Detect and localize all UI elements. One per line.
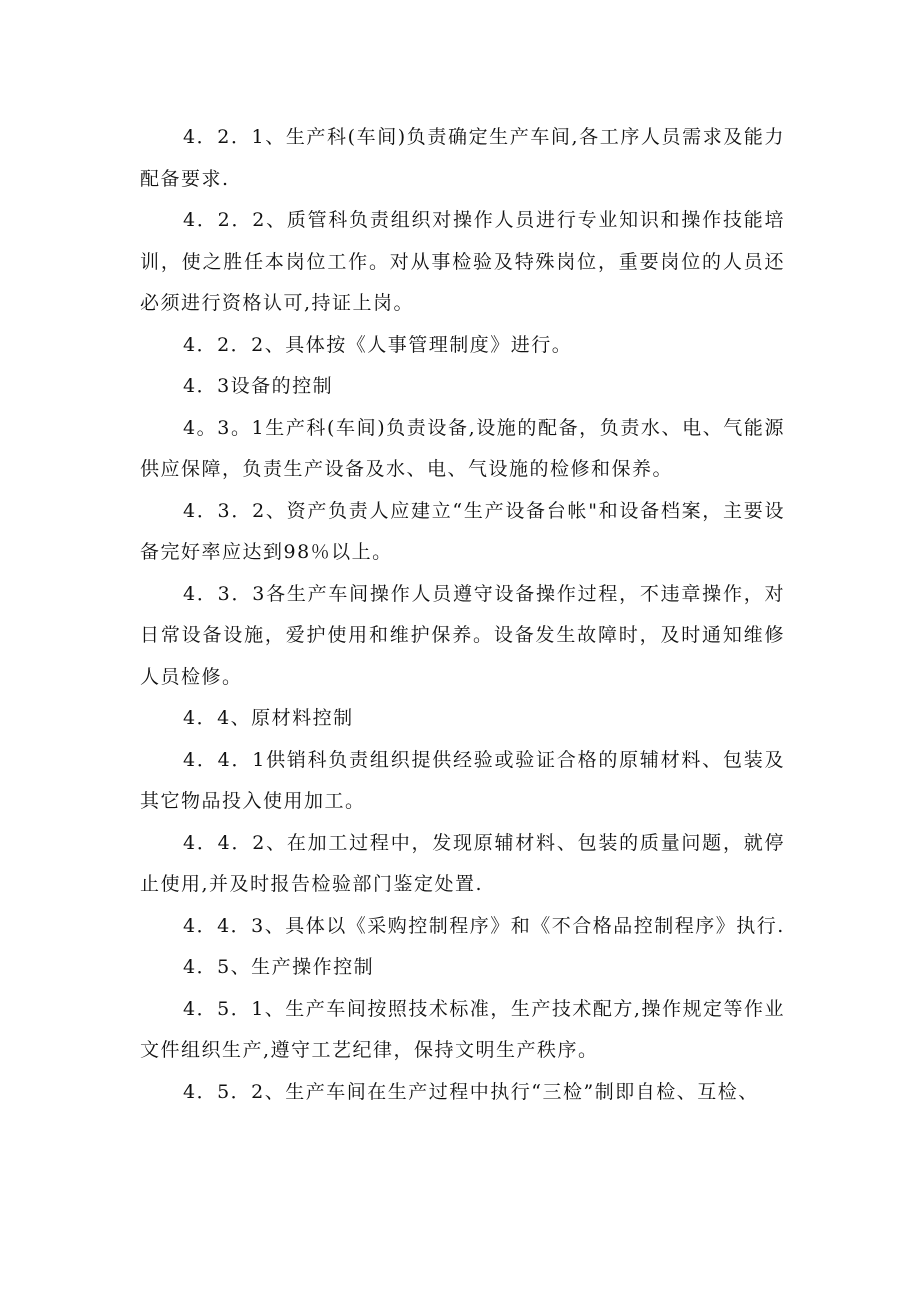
paragraph-4-4-2: 4．4．2、在加工过程中，发现原辅材料、包装的质量问题，就停止使用,并及时报告检验部门鉴定处置. — [140, 831, 785, 895]
paragraph-4-2-2-personnel-system: 4．2．2、具体按《人事管理制度》进行。 — [183, 333, 573, 356]
paragraph-4-5-2: 4．5．2、生产车间在生产过程中执行“三检”制即自检、互检、 — [183, 1080, 759, 1103]
document-body — [140, 117, 785, 1113]
paragraph-4-2-1: 4．2．1、生产科(车间)负责确定生产车间,各工序人员需求及能力配备要求. — [140, 126, 785, 190]
section-heading-4-5: 4．5、生产操作控制 — [183, 956, 375, 978]
paragraph-4-3-2: 4．3．2、资产负责人应建立“生产设备台帐"和设备档案，主要设备完好率应达到98％以上。 — [140, 499, 785, 563]
paragraph-4-4-1: 4．4．1供销科负责组织提供经验或验证合格的原辅材料、包装及其它物品投入使用加工。 — [140, 748, 785, 812]
paragraph-4-4-3: 4．4．3、具体以《采购控制程序》和《不合格品控制程序》执行. — [183, 914, 785, 937]
paragraph-4-3-3: 4．3．3各生产车间操作人员遵守设备操作过程，不违章操作，对日常设备设施，爱护使用和维护保养。设备发生故障时，及时通知维修人员检修。 — [140, 582, 785, 688]
paragraph-4-5-1: 4．5．1、生产车间按照技术标准，生产技术配方,操作规定等作业文件组织生产,遵守工艺纪律，保持文明生产秩序。 — [140, 997, 785, 1061]
paragraph-4-2-2-training: 4．2．2、质管科负责组织对操作人员进行专业知识和操作技能培训，使之胜任本岗位工作。对从事检验及特殊岗位，重要岗位的人员还必须进行资格认可,持证上岗。 — [140, 209, 785, 314]
section-heading-4-4: 4．4、原材料控制 — [183, 707, 354, 729]
section-heading-4-3: 4．3设备的控制 — [183, 375, 334, 397]
paragraph-4-3-1: 4。3。1生产科(车间)负责设备,设施的配备，负责水、电、气能源供应保障，负责生产设备及水、电、气设施的检修和保养。 — [140, 416, 785, 480]
